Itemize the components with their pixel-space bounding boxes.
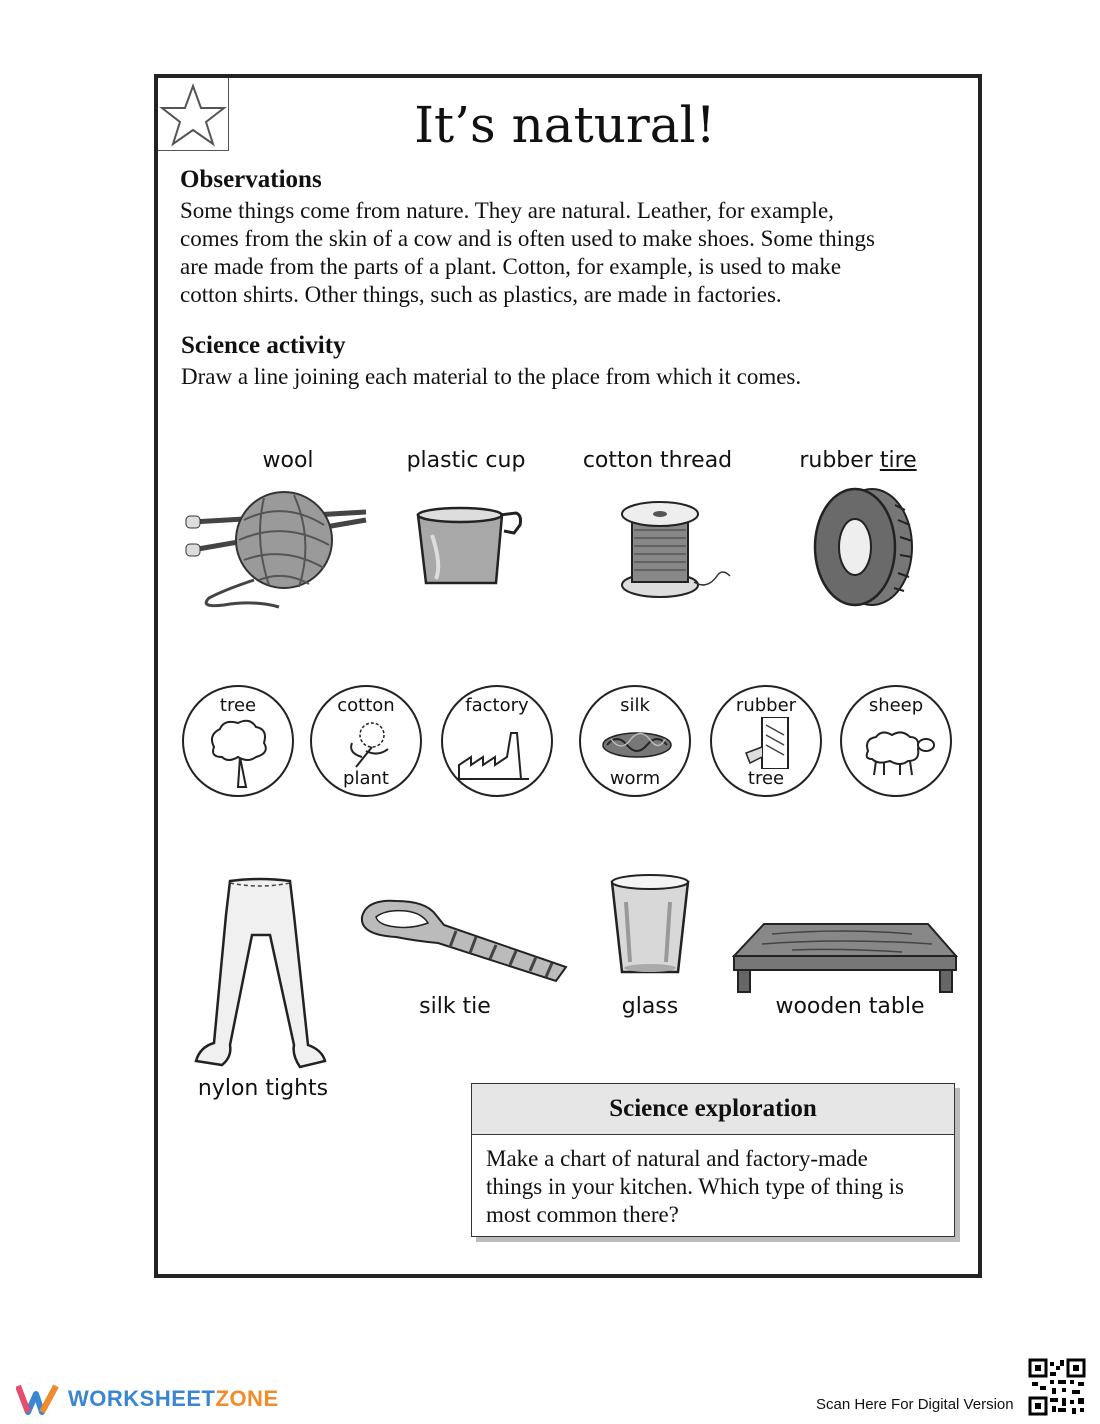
item-label-cotton-thread: cotton thread [582, 448, 733, 473]
page-title: It’s natural! [414, 96, 716, 154]
source-sheep[interactable] [840, 685, 952, 797]
factory-icon [457, 727, 529, 787]
star-icon [158, 78, 228, 150]
source-label: silk [620, 695, 650, 716]
logo-text-worksheet: WORKSHEET [68, 1386, 216, 1411]
exploration-heading: Science exploration [472, 1084, 954, 1135]
activity-instruction: Draw a line joining each material to the place from which it comes. [181, 364, 802, 389]
exploration-line: Make a chart of natural and factory-made [486, 1146, 868, 1171]
exploration-line: things in your kitchen. Which type of thing is [486, 1174, 904, 1199]
source-label: tree [219, 695, 257, 716]
source-label-bottom: tree [747, 768, 785, 789]
item-label-plastic-cup: plastic cup [406, 448, 526, 473]
source-tree[interactable] [182, 685, 294, 797]
logo-text-zone: ZONE [215, 1386, 279, 1411]
item-label-wooden-table: wooden table [775, 994, 925, 1019]
table-icon [732, 920, 958, 995]
item-label-glass: glass [621, 994, 679, 1019]
source-silkworm[interactable] [579, 685, 691, 797]
source-label: rubber [735, 695, 797, 716]
scan-caption: Scan Here For Digital Version [816, 1396, 1014, 1413]
tire-icon [810, 485, 920, 610]
source-label-bottom: worm [609, 768, 661, 789]
plastic-cup-icon [412, 505, 524, 590]
observations-line: are made from the parts of a plant. Cotton, for example, is used to make [180, 254, 842, 279]
observations-line: Some things come from nature. They are natural. Leather, for example, [180, 198, 834, 223]
logo-w-icon [16, 1382, 60, 1416]
logo-text [68, 1386, 279, 1412]
item-label-rubber-tire [790, 448, 926, 473]
observations-line: cotton shirts. Other things, such as plastics, are made in factories. [180, 282, 782, 307]
observations-line: comes from the skin of a cow and is often used to make shoes. Some things [180, 226, 875, 251]
source-factory[interactable] [441, 685, 553, 797]
activity-heading: Science activity [181, 332, 346, 359]
source-cotton-plant[interactable] [310, 685, 422, 797]
item-label-nylon-tights: nylon tights [197, 1076, 329, 1101]
item-label-silk-tie: silk tie [419, 994, 491, 1019]
tights-icon [190, 875, 330, 1070]
qr-code-icon[interactable] [1028, 1358, 1086, 1416]
glass-icon [608, 872, 692, 982]
source-label-bottom: plant [343, 768, 389, 789]
source-rubber-tree[interactable] [710, 685, 822, 797]
tree-icon [204, 717, 276, 789]
item-label-wool: wool [262, 448, 314, 473]
rubber-word: rubber [799, 448, 880, 473]
source-label: factory [465, 695, 529, 716]
science-exploration-box [471, 1083, 955, 1237]
source-label: cotton [337, 695, 395, 716]
worksheetzone-logo[interactable] [16, 1382, 279, 1416]
star-box [158, 78, 229, 151]
cotton-plant-icon [332, 717, 404, 769]
observations-text [180, 197, 875, 309]
tire-word: tire [879, 448, 917, 473]
tie-icon [356, 895, 571, 985]
exploration-text [472, 1135, 954, 1239]
sheep-icon [860, 727, 936, 783]
rubber-tree-icon [732, 717, 804, 769]
source-label: sheep [868, 695, 924, 716]
silkworm-icon [601, 725, 673, 765]
exploration-line: most common there? [486, 1202, 679, 1227]
observations-heading: Observations [180, 166, 322, 193]
thread-spool-icon [612, 500, 736, 605]
wool-ball-icon [184, 490, 374, 615]
